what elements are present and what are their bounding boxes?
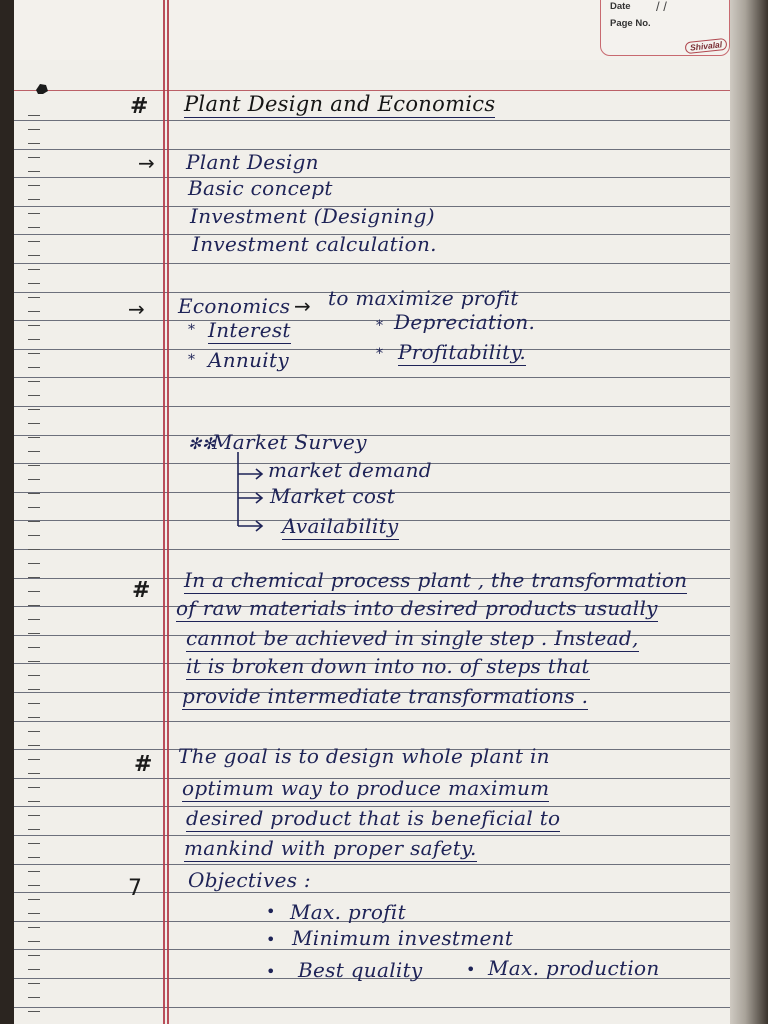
- market-survey-heading: Market Survey: [212, 430, 367, 454]
- binding-tick: [28, 255, 40, 256]
- bullet-item: Interest: [208, 318, 291, 342]
- binding-tick: [28, 787, 40, 788]
- date-page-box: [600, 0, 730, 56]
- margin-line-right: [167, 0, 169, 1024]
- binding-tick: [28, 563, 40, 564]
- binding-tick: [28, 689, 40, 690]
- binding-tick: [28, 409, 40, 410]
- header-rule: [14, 90, 730, 91]
- binding-tick: [28, 605, 40, 606]
- list-item: Basic concept: [188, 176, 333, 200]
- arrow-icon: →: [128, 297, 145, 321]
- paragraph-line: optimum way to produce maximum: [182, 776, 550, 800]
- binding-tick: [28, 843, 40, 844]
- binding-tick: [28, 199, 40, 200]
- binding-tick: [28, 745, 40, 746]
- date-value: / /: [656, 0, 667, 14]
- paragraph-line: provide intermediate transformations .: [182, 684, 589, 708]
- binding-tick: [28, 339, 40, 340]
- binding-tick: [28, 549, 40, 550]
- objective-item: Best quality: [298, 958, 423, 982]
- ruled-line: [14, 406, 730, 407]
- ruled-line: [14, 892, 730, 893]
- binding-tick: [28, 241, 40, 242]
- bullet-item: Depreciation.: [394, 310, 536, 334]
- binding-tick: [28, 801, 40, 802]
- list-item: Investment (Designing): [190, 204, 435, 228]
- paragraph-line: The goal is to design whole plant in: [178, 744, 550, 768]
- binding-tick: [28, 955, 40, 956]
- market-item: Availability: [282, 514, 399, 538]
- hash-mark: #: [132, 578, 151, 603]
- list-item: Plant Design: [186, 150, 319, 174]
- binding-tick: [28, 633, 40, 634]
- list-item: Investment calculation.: [192, 232, 437, 256]
- binding-tick: [28, 927, 40, 928]
- arrow-icon: →: [138, 151, 155, 175]
- binding-tick: [28, 1011, 40, 1012]
- binding-tick: [28, 983, 40, 984]
- binding-tick: [28, 185, 40, 186]
- binding-tick: [28, 759, 40, 760]
- binding-tick: [28, 129, 40, 130]
- binding-tick: [28, 871, 40, 872]
- binding-tick: [28, 451, 40, 452]
- binding-tick: [28, 227, 40, 228]
- binding-tick: [28, 885, 40, 886]
- hash-mark: #: [130, 94, 149, 119]
- date-label: Date: [610, 1, 631, 12]
- binding-tick: [28, 213, 40, 214]
- paragraph-line: desired product that is beneficial to: [186, 806, 561, 830]
- double-star-icon: ✻✻: [188, 434, 216, 453]
- binding-tick: [28, 535, 40, 536]
- binding-tick: [28, 171, 40, 172]
- binding-tick: [28, 591, 40, 592]
- bullet-star-icon: *: [188, 352, 196, 368]
- page-title: Plant Design and Economics: [184, 92, 496, 116]
- bullet-dot-icon: •: [266, 962, 276, 981]
- bullet-dot-icon: •: [466, 960, 476, 979]
- binding-tick: [28, 941, 40, 942]
- bullet-item: Profitability.: [398, 340, 527, 364]
- notebook-page: [14, 0, 730, 1024]
- binding-tick: [28, 353, 40, 354]
- binding-tick: [28, 367, 40, 368]
- ruled-line: [14, 435, 730, 436]
- binding-tick: [28, 913, 40, 914]
- economics-label: Economics: [178, 294, 291, 318]
- bullet-item: Annuity: [208, 348, 289, 372]
- binding-tick: [28, 157, 40, 158]
- binding-tick: [28, 115, 40, 116]
- objectives-heading: Objectives :: [188, 868, 311, 892]
- binding-tick: [28, 507, 40, 508]
- ruled-line: [14, 864, 730, 865]
- binding-tick: [28, 297, 40, 298]
- binding-tick: [28, 661, 40, 662]
- binding-tick: [28, 829, 40, 830]
- bullet-dot-icon: •: [266, 930, 276, 949]
- ruled-line: [14, 149, 730, 150]
- ink-blot-icon: [34, 82, 50, 96]
- binding-tick: [28, 493, 40, 494]
- market-item: market demand: [268, 458, 432, 482]
- binding-tick: [28, 325, 40, 326]
- binding-tick: [28, 969, 40, 970]
- notebook-edge: [730, 0, 768, 1024]
- bullet-star-icon: *: [188, 322, 196, 338]
- ruled-line: [14, 177, 730, 178]
- binding-tick: [28, 773, 40, 774]
- paragraph-line: it is broken down into no. of steps that: [186, 654, 590, 678]
- binding-tick: [28, 703, 40, 704]
- economics-goal: to maximize profit: [328, 286, 519, 310]
- ruled-line: [14, 320, 730, 321]
- binding-tick: [28, 521, 40, 522]
- bullet-star-icon: *: [376, 346, 384, 362]
- paragraph-line: In a chemical process plant , the transformation: [184, 568, 688, 592]
- binding-tick: [28, 465, 40, 466]
- ruled-line: [14, 377, 730, 378]
- binding-tick: [28, 423, 40, 424]
- binding-tick: [28, 577, 40, 578]
- ruled-line: [14, 721, 730, 722]
- binding-tick: [28, 311, 40, 312]
- binding-tick: [28, 283, 40, 284]
- binding-tick: [28, 395, 40, 396]
- brand-logo: Shivalal: [684, 38, 727, 54]
- branch-arrow-icon: [232, 452, 272, 532]
- binding-tick: [28, 437, 40, 438]
- bullet-star-icon: *: [376, 318, 384, 334]
- binding-tick: [28, 815, 40, 816]
- ruled-line: [14, 263, 730, 264]
- binding-tick: [28, 619, 40, 620]
- ruled-line: [14, 349, 730, 350]
- paragraph-line: of raw materials into desired products usually: [176, 596, 658, 620]
- binding-tick: [28, 717, 40, 718]
- binding-tick: [28, 143, 40, 144]
- binding-tick: [28, 647, 40, 648]
- hash-mark: #: [134, 752, 153, 777]
- ruled-line: [14, 1007, 730, 1008]
- objective-item: Minimum investment: [292, 926, 514, 950]
- binding-tick: [28, 857, 40, 858]
- margin-line-left: [163, 0, 165, 1024]
- binding-tick: [28, 479, 40, 480]
- binding-tick: [28, 269, 40, 270]
- binding-tick: [28, 731, 40, 732]
- binding-edge: [28, 115, 46, 1015]
- binding-tick: [28, 381, 40, 382]
- page-no-label: Page No.: [610, 18, 651, 29]
- angle-mark-icon: 7: [128, 876, 142, 901]
- ruled-line: [14, 120, 730, 121]
- objective-item: Max. profit: [290, 900, 406, 924]
- bullet-dot-icon: •: [266, 902, 276, 921]
- binding-tick: [28, 997, 40, 998]
- arrow-icon: →: [294, 294, 311, 318]
- paragraph-line: cannot be achieved in single step . Instead,: [186, 626, 639, 650]
- paragraph-line: mankind with proper safety.: [184, 836, 477, 860]
- ruled-line: [14, 549, 730, 550]
- binding-tick: [28, 899, 40, 900]
- objective-item: Max. production: [488, 956, 660, 980]
- binding-tick: [28, 675, 40, 676]
- market-item: Market cost: [270, 484, 396, 508]
